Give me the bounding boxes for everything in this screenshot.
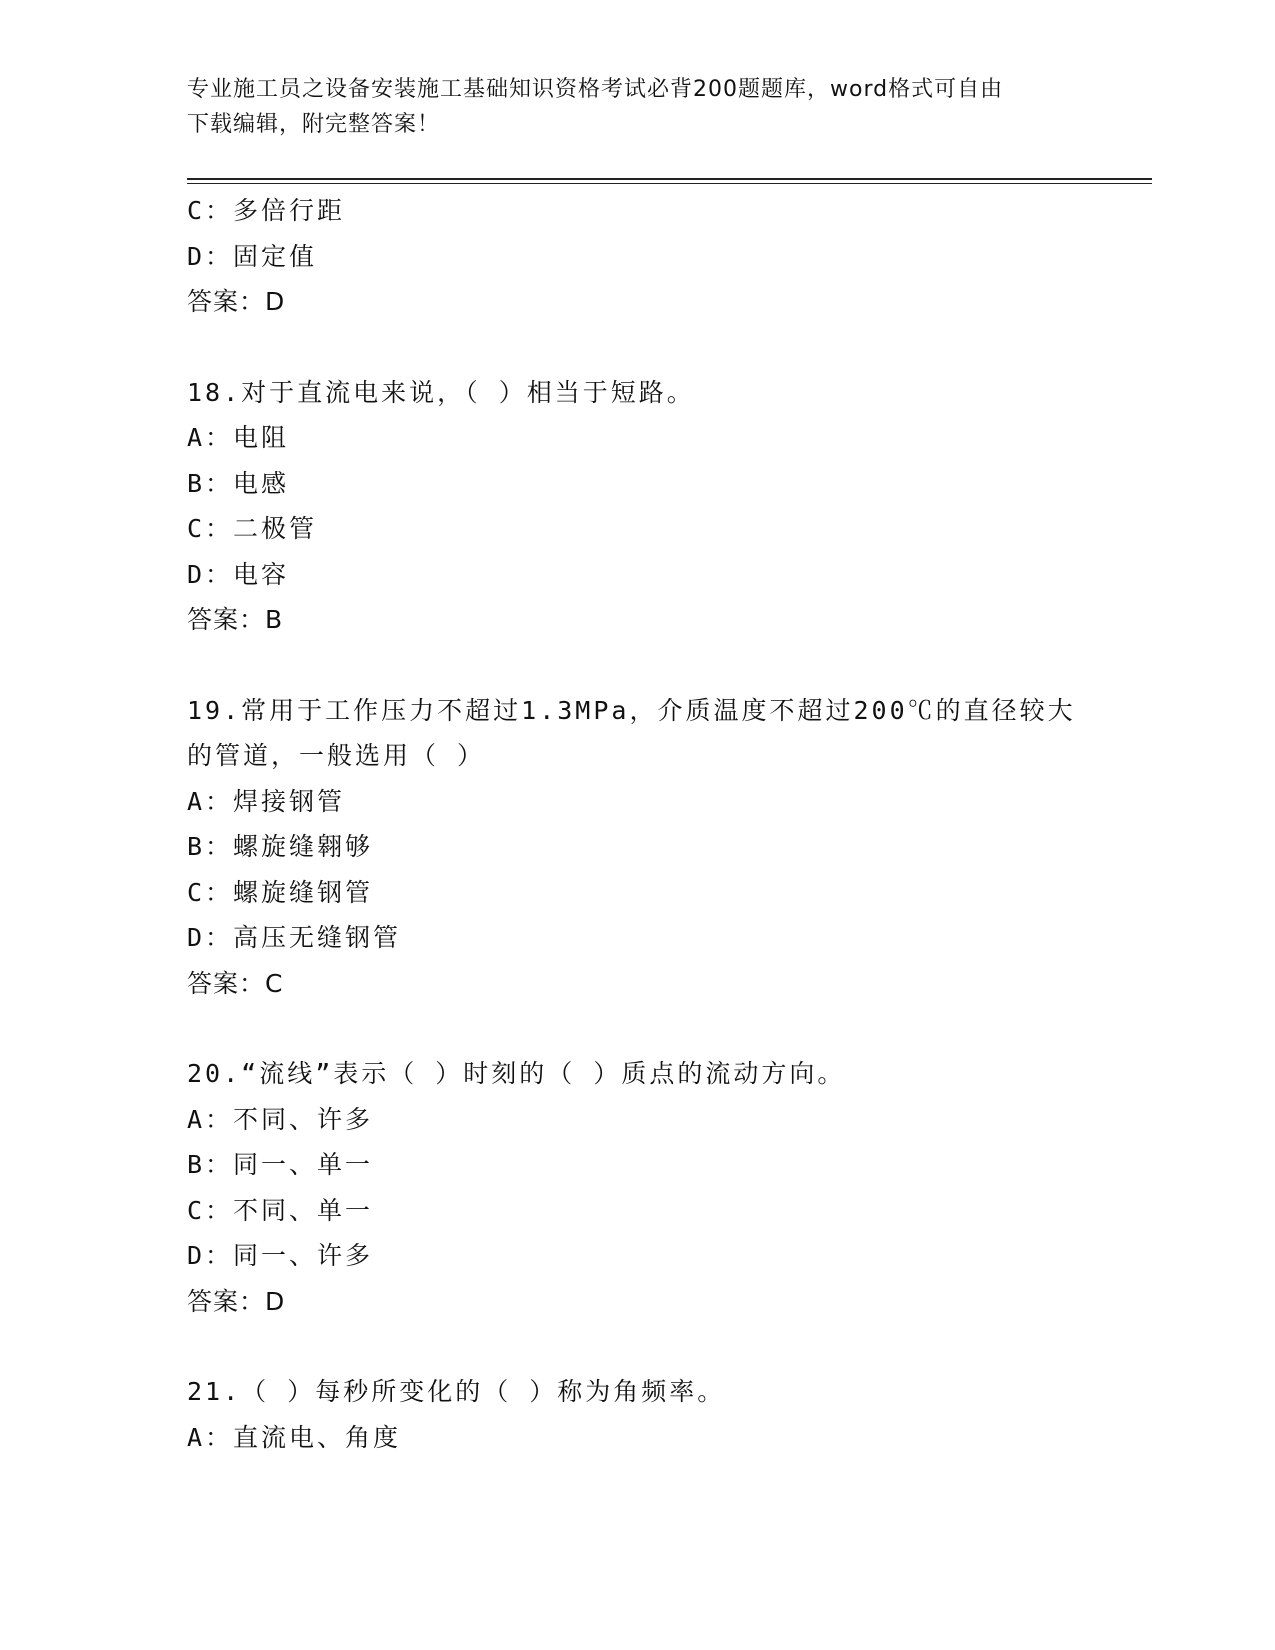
option-d: D：电容	[187, 559, 290, 589]
option-d: D：固定值	[187, 241, 318, 271]
option-c: C：螺旋缝钢管	[187, 877, 374, 907]
question-stem-line-2: 的管道，一般选用（ ）	[187, 741, 486, 770]
question-21	[187, 1369, 1087, 1460]
option-a: A：直流电、角度	[187, 1422, 402, 1452]
option-c: C：多倍行距	[187, 196, 346, 225]
option-a: A：不同、许多	[187, 1104, 374, 1134]
option-b: B：电感	[187, 468, 290, 498]
question-stem: 21.（ ）每秒所变化的（ ）称为角频率。	[187, 1377, 726, 1406]
question-19	[187, 688, 1087, 1007]
option-d: D：同一、许多	[187, 1241, 374, 1270]
question-20	[187, 1051, 1087, 1324]
header-title-line-1: 专业施工员之设备安装施工基础知识资格考试必背200题题库，word格式可自由	[187, 77, 1004, 102]
question-stem: 20.“流线”表示（ ）时刻的（ ）质点的流动方向。	[187, 1059, 846, 1088]
question-stem: 18.对于直流电来说，（ ）相当于短路。	[187, 377, 695, 407]
question-18	[187, 370, 1087, 643]
option-a: A：电阻	[187, 423, 290, 452]
question-stem-line-1: 19.常用于工作压力不超过1.3MPa，介质温度不超过200℃的直径较大	[187, 695, 1076, 725]
answer-line: 答案：D	[187, 287, 286, 316]
option-b: B：同一、单一	[187, 1150, 374, 1179]
header-divider	[187, 178, 1152, 184]
option-c: C：二极管	[187, 514, 318, 543]
answer-line: 答案：C	[187, 968, 284, 998]
answer-line: 答案：B	[187, 605, 284, 634]
answer-line: 答案：D	[187, 1286, 286, 1316]
header-title-line-2: 下载编辑，附完整答案！	[187, 112, 441, 137]
option-a: A：焊接钢管	[187, 786, 346, 816]
option-b: B：螺旋缝翱够	[187, 832, 374, 861]
question-list	[187, 188, 1087, 1460]
option-c: C：不同、单一	[187, 1195, 374, 1225]
question-17-continued	[187, 188, 1087, 325]
option-d: D：高压无缝钢管	[187, 923, 402, 952]
document-header	[187, 72, 1067, 142]
